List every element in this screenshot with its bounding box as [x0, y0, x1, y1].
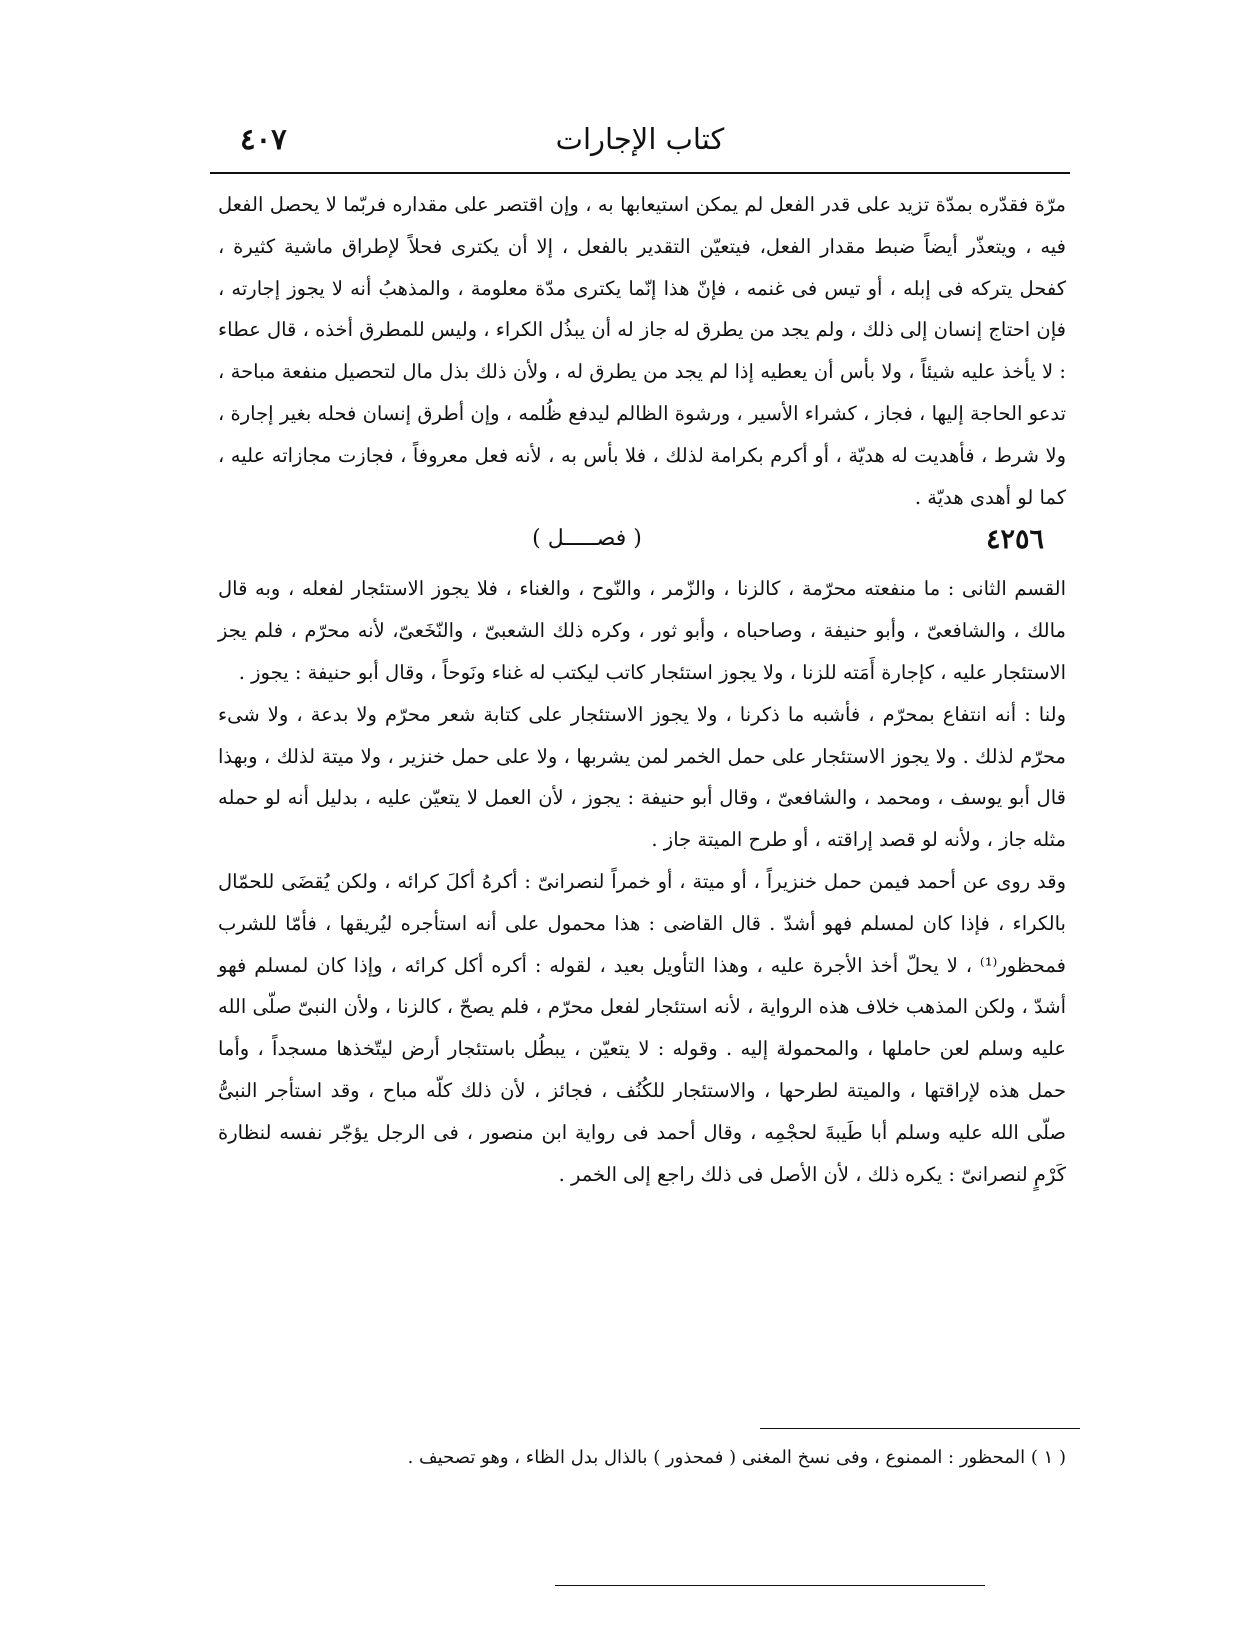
- page-number: ٤٠٧: [240, 122, 287, 156]
- paragraph: ولنا : أنه انتفاع بمحرّم ، فأشبه ما ذكرنا ، ولا يجوز الاستئجار على كتابة شعر محرّم ولا بدعة ، ولا شىء محرّم لذلك . ولا يجوز الاستئجار على حمل الخمر لمن يشربها ، ولا على حمل خنزير ، ولا ميتة لذلك ، وبهذا قال أبو يوسف ، ومحمد ، والشافعىّ ، وقال أبو حنيفة : يجوز ، لأن العمل لا يتعيّن عليه ، بدليل أنه لو حمله مثله جاز ، ولأنه لو قصد إراقته ، أو طرح الميتة جاز .: [218, 702, 1066, 852]
- header-divider: [210, 172, 1070, 174]
- paragraph: وقد روى عن أحمد فيمن حمل خنزيراً ، أو ميتة ، أو خمراً لنصرانىّ : أكرهُ أكلَ كرائه ، ولكن يُقضَى للحمّال بالكراء ، فإذا كان لمسلم فهو أشدّ . قال القاضى : هذا محمول على أنه استأجره ليُريقها ، فأمّا للشرب فمحظور⁽¹⁾ ، لا يحلّ أخذ الأجرة عليه ، وهذا التأويل بعيد ، لقوله : أكره أكل كرائه ، وإذا كان لمسلم فهو أشدّ ، ولكن المذهب خلاف هذه الرواية ، لأنه استئجار لفعل محرّم ، فلم يصحّ ، كالزنا ، ولأن النبىّ صلّى الله عليه وسلم لعن حاملها ، والمحمولة إليه . وقوله : لا يتعيّن ، يبطُل باستئجار أرض ليتّخذها مسجداً ، وأما حمل هذه لإراقتها ، والميتة لطرحها ، والاستئجار للكُنُف ، فجائز ، لأن ذلك كلّه مباح ، وقد استأجر النبىُّ صلّى الله عليه وسلم أبا طَيبةَ لحجْمِه ، وقال أحمد فى رواية ابن منصور ، فى الرجل يؤجّر نفسه لنظارة كَرْمٍ لنصرانىّ : يكره ذلك ، لأن الأصل فى ذلك راجع إلى الخمر .: [218, 869, 1066, 1186]
- page-header: [210, 118, 1070, 170]
- paragraph: القسم الثانى : ما منفعته محرّمة ، كالزنا ، والزّمر ، والنّوح ، والغناء ، فلا يجوز الاستئجار لفعله ، وبه قال مالك ، والشافعىّ ، وأبو حنيفة ، وصاحباه ، وأبو ثور ، وكره ذلك الشعبىّ ، والنّخَعىّ، لأنه محرّم ، فلم يجز الاستئجار عليه ، كإجارة أَمَته للزنا ، ولا يجوز استئجار كاتب ليكتب له غناء ونَوحاً ، وقال أبو حنيفة : يجوز .: [218, 577, 1066, 684]
- footnote: ( ١ ) المحظور : الممنوع ، وفى نسخ المغنى ( فمحذور ) بالذال بدل الظاء ، وهو تصحيف .: [407, 1447, 1066, 1468]
- section-heading: [218, 518, 1066, 568]
- paragraph: مرّة فقدّره بمدّة تزيد على قدر الفعل لم يمكن استيعابها به ، وإن اقتصر على مقداره فربّما لا يحصل الفعل فيه ، ويتعذّر أيضاً ضبط مقدار الفعل، فيتعيّن التقدير بالفعل ، إلا أن يكترى فحلاً لإطراق ماشية كثيرة ، كفحل يتركه فى إبله ، أو تيس فى غنمه ، فإنّ هذا إنّما يكترى مدّة معلومة ، والمذهبُ أنه لا يجوز إجارته ، فإن احتاج إنسان إلى ذلك ، ولم يجد من يطرق له جاز له أن يبذُل الكراء ، وليس للمطرق أخذه ، قال عطاء : لا يأخذ عليه شيئاً ، ولا بأس أن يعطيه إذا لم يجد من يطرق له ، ولأن ذلك بذل مال لتحصيل منفعة مباحة ، تدعو الحاجة إليها ، فجاز ، كشراء الأسير ، ورشوة الظالم ليدفع ظُلمه ، وإن أطرق إنسان فحله بغير إجارة ، ولا شرط ، فأهديت له هديّة ، أو أكرم بكرامة لذلك ، فلا بأس به ، لأنه فعل معروفاً ، فجازت مجازاته عليه ، كما لو أهدى هديّة .: [218, 193, 1066, 509]
- section-number: ٤٢٥٦: [985, 524, 1044, 556]
- main-text: [218, 184, 1066, 1195]
- section-title: ( فصـــــل ): [532, 526, 642, 552]
- footnote-divider: [760, 1428, 1080, 1429]
- running-title: كتاب الإجارات: [555, 122, 725, 156]
- bottom-divider: [555, 1585, 985, 1586]
